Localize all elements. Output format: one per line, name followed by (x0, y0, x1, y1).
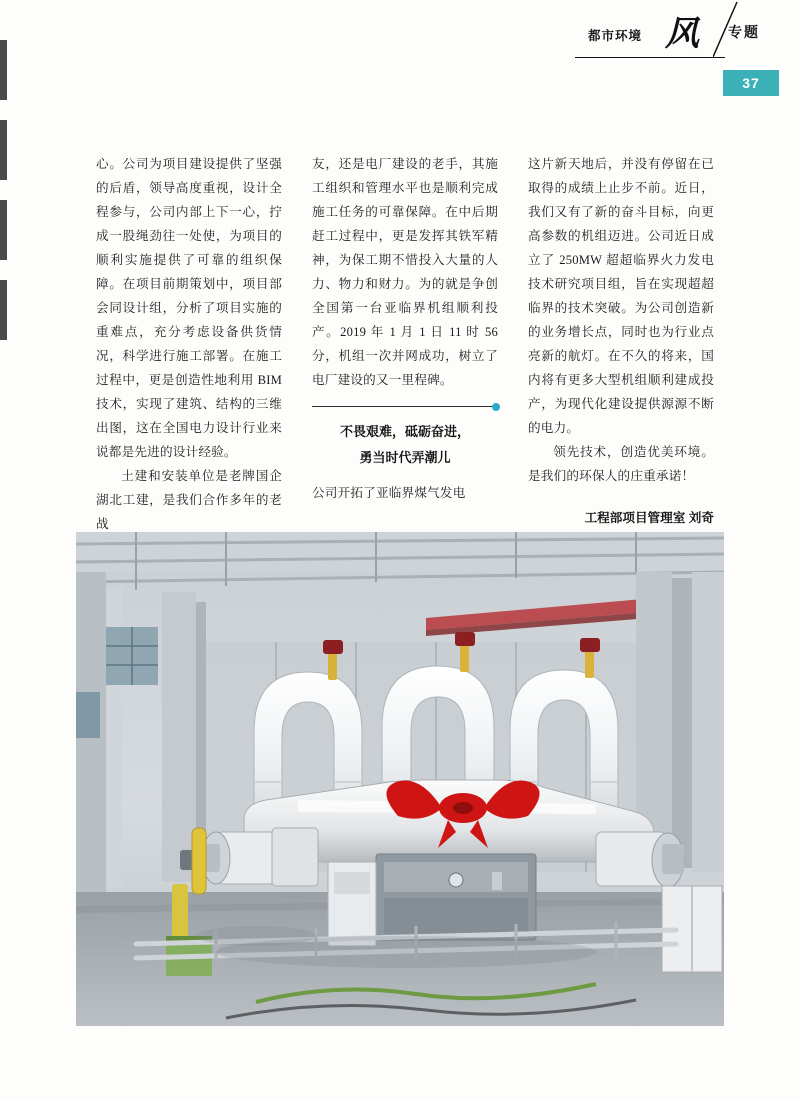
paragraph: 这片新天地后，并没有停留在已取得的成绩上止步不前。近日，我们又有了新的奋斗目标，向更高参数的机组迈进。公司近日成立了 250MW 超超临界火力发电技术研究项目组，旨在实现超超临界的技术突破。为公司创造新的业务增长点，同时也为行业点亮新的航灯。在不久的将来，国内将有更多大型机组顺利建成投产，为现代化建设提供源源不断的电力。 (528, 157, 714, 435)
power-plant-turbine-hall-photo (76, 532, 724, 1026)
column-2 (312, 152, 498, 536)
paragraph: 土建和安装单位是老牌国企湖北工建，是我们合作多年的老战 (96, 469, 282, 531)
paragraph: 友，还是电厂建设的老手，其施工组织和管理水平也是顺利完成施工任务的可靠保障。在中后期赶工过程中，更是发挥其铁军精神，为保工期不惜投入大量的人力、物力和财力。为的就是争创全国第一台亚临界机组顺利投产。2019 年 1 月 1 日 11 时 56 分，机组一次并网成功，树立了电厂建设的又一里程碑。 (312, 157, 498, 387)
pull-quote-dot-icon (492, 403, 500, 411)
article-byline: 工程部项目管理室 刘奇 (584, 511, 714, 525)
paragraph: 领先技术，创造优美环境。是我们的环保人的庄重承诺！ (528, 445, 714, 483)
page-number: 37 (723, 70, 779, 96)
pull-quote-line-1: 不畏艰难，砥砺奋进， (339, 424, 470, 439)
scan-edge-bar (0, 120, 7, 180)
scan-edge-bar (0, 200, 7, 260)
paragraph: 公司开拓了亚临界煤气发电 (312, 486, 466, 500)
masthead-title: 都市环境 (588, 29, 643, 43)
section-label: 专题 (728, 24, 760, 40)
page-header (0, 0, 800, 91)
pull-quote-divider (312, 406, 498, 407)
pull-quote-line-2: 勇当时代弄潮儿 (359, 450, 451, 465)
paragraph: 心。公司为项目建设提供了坚强的后盾，领导高度重视，设计全程参与，公司内部上下一心，拧成一股绳劲往一处使，为项目的顺利实施提供了可靠的组织保障。在项目前期策划中，项目部会同设计组，分析了项目实施的重难点，充分考虑设备供货情况，科学进行施工部署。在施工过程中，更是创造性地利用 BIM 技术，实现了建筑、结构的三维出图，这在全国电力设计行业来说都是先进的设计经验。 (96, 157, 282, 459)
article-columns (96, 152, 716, 536)
pull-quote (312, 419, 498, 471)
magazine-logo-icon: 风 (665, 16, 699, 53)
column-1 (96, 152, 282, 536)
scan-edge-bar (0, 280, 7, 340)
column-3 (528, 152, 714, 536)
